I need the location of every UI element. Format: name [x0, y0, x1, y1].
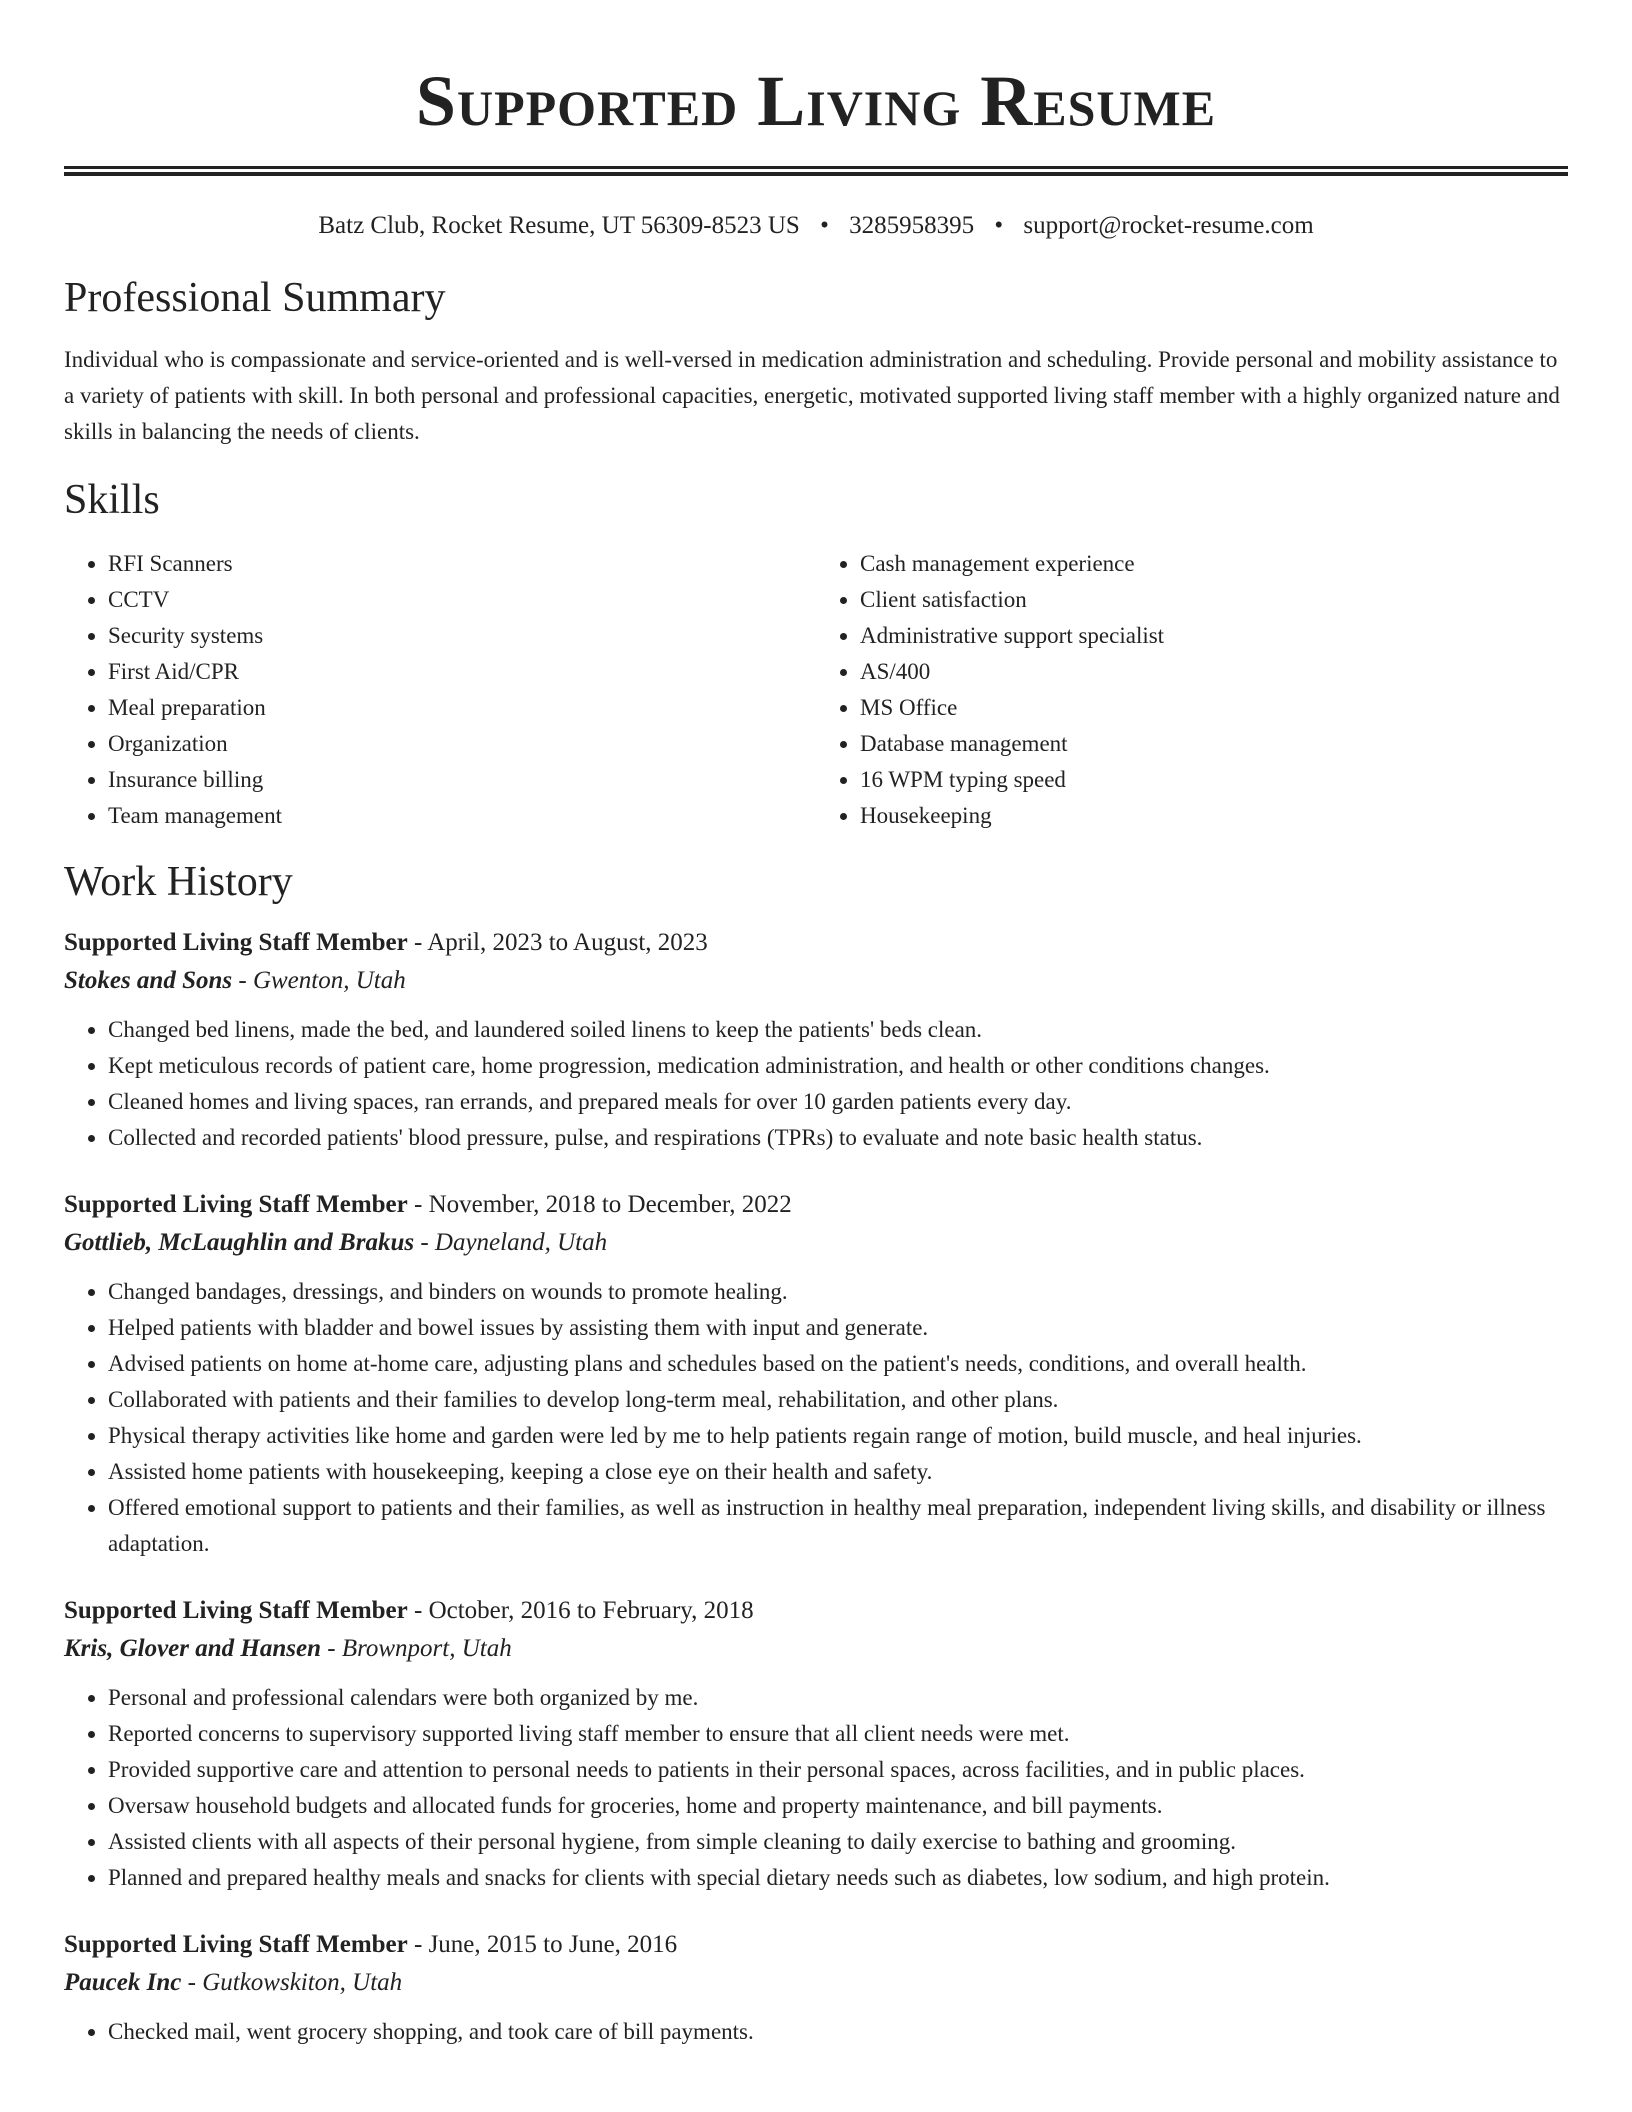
contact-phone: 3285958395	[849, 212, 975, 239]
skill-item: • Client satisfaction	[860, 582, 1568, 618]
job-bullet: • Assisted home patients with housekeeping, keeping a close eye on their health and safety.	[108, 1454, 1568, 1490]
job-dates: June, 2015 to June, 2016	[428, 1931, 678, 1958]
job-bullet: • Changed bed linens, made the bed, and laundered soiled linens to keep the patients' beds clean.	[108, 1012, 1568, 1048]
skill-item: • Security systems	[108, 618, 816, 654]
job-bullet: • Changed bandages, dressings, and binders on wounds to promote healing.	[108, 1274, 1568, 1310]
job-employer: Gottlieb, McLaughlin and Brakus - Dayneland, Utah	[64, 1229, 608, 1256]
contact-email: support@rocket-resume.com	[1023, 212, 1314, 239]
skill-item: • CCTV	[108, 582, 816, 618]
skill-item: • Insurance billing	[108, 762, 816, 798]
job-header: Supported Living Staff Member - June, 2015 to June, 2016	[64, 1931, 678, 1958]
job-entry	[64, 1592, 1568, 1896]
contact-address: Batz Club, Rocket Resume, UT 56309-8523 US	[318, 212, 800, 239]
job-dates: November, 2018 to December, 2022	[428, 1191, 792, 1218]
job-bullet: • Advised patients on home at-home care, adjusting plans and schedules based on the patient's needs, conditions, and overall health.	[108, 1346, 1568, 1382]
job-location: Gwenton, Utah	[252, 967, 406, 994]
job-bullet: • Collaborated with patients and their families to develop long-term meal, rehabilitation, and other plans.	[108, 1382, 1568, 1418]
job-employer: Kris, Glover and Hansen - Brownport, Utah	[64, 1635, 512, 1662]
job-location: Gutkowskiton, Utah	[202, 1969, 403, 1996]
contact-separator: •	[820, 212, 829, 239]
job-location: Dayneland, Utah	[434, 1229, 608, 1256]
resume-title: Supported Living Resume	[415, 61, 1217, 141]
job-bullet: • Provided supportive care and attention to personal needs to patients in their personal spaces, across facilities, and in public places.	[108, 1752, 1568, 1788]
job-entry	[64, 1926, 1568, 2050]
job-bullet: • Planned and prepared healthy meals and snacks for clients with special dietary needs such as diabetes, low sodium, and high protein.	[108, 1860, 1568, 1896]
job-employer: Stokes and Sons - Gwenton, Utah	[64, 967, 406, 994]
job-bullets	[64, 1274, 1568, 1562]
skill-item: • Team management	[108, 798, 816, 834]
job-header: Supported Living Staff Member - April, 2023 to August, 2023	[64, 929, 708, 956]
skill-item: • RFI Scanners	[108, 546, 816, 582]
job-employer: Paucek Inc - Gutkowskiton, Utah	[64, 1969, 403, 1996]
skill-item: • First Aid/CPR	[108, 654, 816, 690]
work-history-heading: Work History	[64, 859, 293, 905]
summary-heading: Professional Summary	[64, 275, 446, 321]
job-company: Paucek Inc	[64, 1969, 182, 1996]
skill-item: • MS Office	[860, 690, 1568, 726]
job-bullet: • Personal and professional calendars were both organized by me.	[108, 1680, 1568, 1716]
job-bullet: • Oversaw household budgets and allocated funds for groceries, home and property maintenance, and bill payments.	[108, 1788, 1568, 1824]
job-title: Supported Living Staff Member	[64, 1191, 408, 1218]
job-bullet: • Cleaned homes and living spaces, ran errands, and prepared meals for over 10 garden patients every day.	[108, 1084, 1568, 1120]
job-location: Brownport, Utah	[341, 1635, 512, 1662]
job-bullet: • Assisted clients with all aspects of their personal hygiene, from simple cleaning to daily exercise to bathing and grooming.	[108, 1824, 1568, 1860]
skill-item: • Database management	[860, 726, 1568, 762]
skills-columns	[64, 546, 1568, 834]
contact-line	[64, 210, 1568, 242]
skill-item: • AS/400	[860, 654, 1568, 690]
job-bullet: • Checked mail, went grocery shopping, and took care of bill payments.	[108, 2014, 1568, 2050]
job-company: Kris, Glover and Hansen	[64, 1635, 321, 1662]
job-company: Stokes and Sons	[64, 967, 233, 994]
job-entry	[64, 1186, 1568, 1562]
skills-list-left	[64, 546, 816, 834]
job-bullet: • Collected and recorded patients' blood pressure, pulse, and respirations (TPRs) to evaluate and note basic health status.	[108, 1120, 1568, 1156]
skill-item: • Administrative support specialist	[860, 618, 1568, 654]
job-bullet: • Offered emotional support to patients and their families, as well as instruction in healthy meal preparation, independent living skills, and disability or illness adaptation.	[108, 1490, 1568, 1562]
job-header: Supported Living Staff Member - November, 2018 to December, 2022	[64, 1191, 792, 1218]
skills-heading: Skills	[64, 477, 160, 523]
job-bullet: • Helped patients with bladder and bowel issues by assisting them with input and generate.	[108, 1310, 1568, 1346]
job-title: Supported Living Staff Member	[64, 929, 408, 956]
contact-separator: •	[994, 212, 1004, 239]
work-history-section	[64, 856, 1568, 2050]
summary-section	[64, 272, 1568, 450]
skill-item: • Cash management experience	[860, 546, 1568, 582]
skills-section	[64, 474, 1568, 834]
job-company: Gottlieb, McLaughlin and Brakus	[64, 1229, 415, 1256]
skills-list-right	[816, 546, 1568, 834]
skill-item: • Meal preparation	[108, 690, 816, 726]
title-double-rule	[64, 166, 1568, 176]
job-title: Supported Living Staff Member	[64, 1931, 408, 1958]
job-title: Supported Living Staff Member	[64, 1597, 408, 1624]
job-entry	[64, 924, 1568, 1156]
job-header: Supported Living Staff Member - October, 2016 to February, 2018	[64, 1597, 754, 1624]
job-bullet: • Physical therapy activities like home and garden were led by me to help patients regain range of motion, build muscle, and heal injuries.	[108, 1418, 1568, 1454]
summary-text: Individual who is compassionate and service-oriented and is well-versed in medication administration and scheduling. Provide personal and mobility assistance to a variety of patients with skill. In both personal and professional capacities, energetic, motivated supported living staff member with a highly organized nature and skills in balancing the needs of clients.	[64, 347, 1560, 444]
skill-item: • 16 WPM typing speed	[860, 762, 1568, 798]
job-bullet: • Kept meticulous records of patient care, home progression, medication administration, and health or other conditions changes.	[108, 1048, 1568, 1084]
job-dates: October, 2016 to February, 2018	[428, 1597, 754, 1624]
skill-item: • Housekeeping	[860, 798, 1568, 834]
job-bullets	[64, 1680, 1568, 1896]
skill-item: • Organization	[108, 726, 816, 762]
job-bullets	[64, 1012, 1568, 1156]
job-bullet: • Reported concerns to supervisory supported living staff member to ensure that all client needs were met.	[108, 1716, 1568, 1752]
job-dates: April, 2023 to August, 2023	[427, 929, 708, 956]
job-bullets	[64, 2014, 1568, 2050]
